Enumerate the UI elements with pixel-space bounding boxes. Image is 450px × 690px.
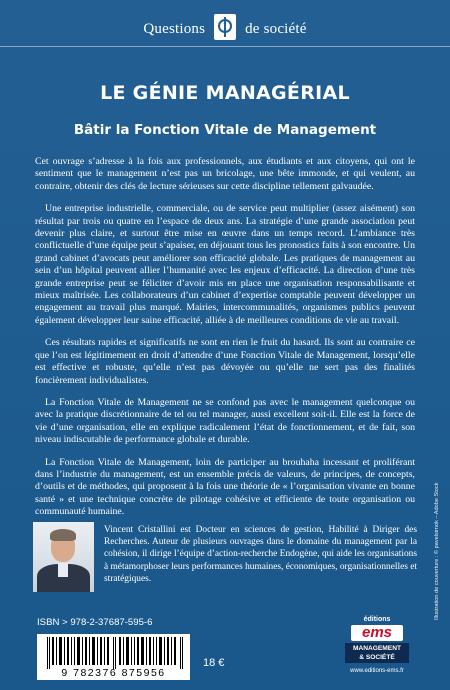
illustration-credit: Illustration de couverture : © pavelsirnok – Adobe Stock <box>434 482 440 620</box>
publisher-logo <box>345 616 409 678</box>
publisher-seal-icon <box>214 14 236 40</box>
barcode <box>37 634 190 680</box>
barcode-bars <box>47 637 185 669</box>
blurb-paragraph: La Fonction Vitale de Management ne se confond pas avec le management quelconque ou avec la pratique discrétionnaire de tel ou tel manager, aussi excellent soit-il. Elle est la force de vie d’une organisation, elle en explique radicalement l’état de fonctionnement, et de fait, son niveau indiscutable de performance globale et durable. <box>35 396 415 446</box>
isbn: ISBN > 978-2-37687-595-6 <box>37 617 153 628</box>
blurb-paragraph: Une entreprise industrielle, commerciale, ou de service peut multiplier (assez aisément) son résultat par trois ou quatre en l’espace de deux ans. La stratégie d’une grande association peut devenir plus claire, et surtout être mise en œuvre dans un temps record. L’ambiance très conflictuelle d’une équipe peut s’apaiser, en déjouant tous les pronostics faits à son encontre. Un grand cabinet d’avocats peut améliorer son efficacité globale. Les pratiques de management au sein d’un hôpital peuvent allier l’humanité avec les enjeux d’efficacité. La direction d’une très grande entreprise peut se féliciter d’avoir mis en place une organisation responsabilisante et mieux maîtrisée. Les collaborateurs d’un cabinet d’expertise comptable peuvent développer un engagement au travail plus marqué. Mairies, intercommunalités, organismes publics peuvent également développer leur saine efficacité, alliée à de meilleures conditions de vie au travail. <box>35 203 415 326</box>
author-bio: Vincent Cristallini est Docteur en sciences de gestion, Habilité à Diriger des Recherches. Auteur de plusieurs ouvrages dans le domaine du management par la cohésion, il dirige l’équipe d’action-recherche Endogène, qui aide les organisations à métamorphoser leurs performances humaines, économiques, organisationnelles et stratégiques. <box>104 525 418 584</box>
book-subtitle: Bâtir la Fonction Vitale de Management <box>73 122 377 138</box>
series-label-left: Questions <box>143 21 206 37</box>
publisher-line2: & SOCIÉTÉ <box>359 654 395 661</box>
publisher-name: ems <box>361 624 393 641</box>
header-divider <box>0 46 450 47</box>
publisher-url: www.editions-ems.fr <box>350 668 404 674</box>
price: 18 € <box>203 657 225 669</box>
blurb-paragraph: Cet ouvrage s’adresse à la fois aux professionnels, aux étudiants et aux citoyens, qui ont le sentiment que le management n’est pas un bricolage, une bête immonde, et qui veulent, au contraire, obtenir des clés de lecture sérieuses sur cette discipline tellement galvaudée. <box>35 156 415 192</box>
author-section <box>33 522 417 592</box>
book-title: LE GÉNIE MANAGÉRIAL <box>100 82 350 104</box>
ems-logo-icon <box>351 625 403 641</box>
series-label-right: de société <box>245 21 307 37</box>
publisher-collection <box>345 643 409 663</box>
blurb-paragraph: Ces résultats rapides et significatifs ne sont en rien le fruit du hasard. Ils sont au contraire ce que l’on est légitimement en droit d’attendre d’une Fonction Vitale de Management, lorsqu’elle est effective et robuste, qu’elle n’est pas dévoyée ou qu’elle ne sert pas des finalités foncièrement individualistes. <box>35 337 415 386</box>
author-photo <box>33 522 94 592</box>
publisher-editions: éditions <box>363 616 391 623</box>
publisher-line1: MANAGEMENT <box>353 645 401 652</box>
series-header <box>0 14 450 38</box>
blurb-paragraph: La Fonction Vitale de Management, loin de participer au brouhaha incessant et proliférant dans l’industrie du management, est un ensemble précis de valeurs, de principes, de concepts, d’outils et de méthodes, qui proposent à la fois une théorie de « l’organisation vivante en bonne santé » et une technique concrète de pilotage cohésive et efficiente de toute organisation ou communauté humaine. <box>35 456 415 518</box>
barcode-digits: 9 782376 875956 <box>61 667 166 679</box>
blurb <box>35 156 415 529</box>
